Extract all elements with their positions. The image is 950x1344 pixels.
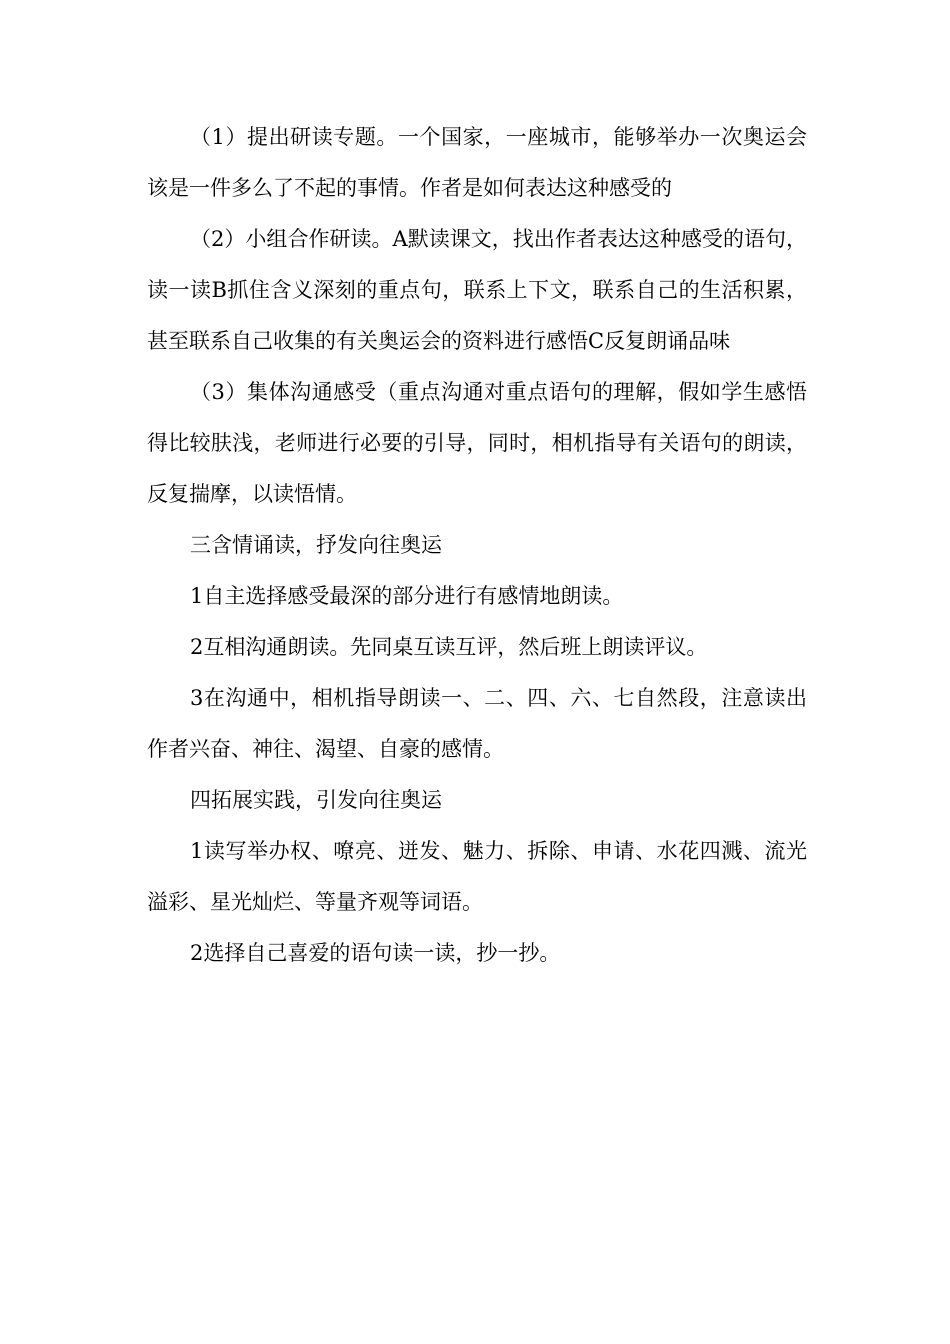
- section-heading-4: 四拓展实践，引发向往奥运: [190, 788, 442, 812]
- paragraph-research-topic: （1）提出研读专题。一个国家，一座城市，能够举办一次奥运会该是一件多么了不起的事情。作者是如何表达这种感受的: [147, 125, 807, 200]
- paragraph-step-4-1: 1读写举办权、嘹亮、迸发、魅力、拆除、申请、水花四溅、流光溢彩、星光灿烂、等量齐观等词语。: [147, 839, 807, 914]
- document-body: [147, 112, 807, 979]
- paragraph-step-3-2: 2互相沟通朗读。先同桌互读互评，然后班上朗读评议。: [190, 635, 708, 659]
- paragraph-step-4-2: 2选择自己喜爱的语句读一读，抄一抄。: [190, 941, 561, 965]
- section-heading-3: 三含情诵读，抒发向往奥运: [190, 533, 442, 557]
- paragraph-group-study: （2）小组合作研读。A默读课文，找出作者表达这种感受的语句，读一读B抓住含义深刻的重点句，联系上下文，联系自己的生活积累，甚至联系自己收集的有关奥运会的资料进行感悟C反复朗诵品味: [147, 227, 807, 353]
- paragraph-step-3-3: 3在沟通中，相机指导朗读一、二、四、六、七自然段，注意读出作者兴奋、神往、渴望、自豪的感情。: [147, 686, 807, 761]
- paragraph-collective-sharing: （3）集体沟通感受（重点沟通对重点语句的理解，假如学生感悟得比较肤浅，老师进行必要的引导，同时，相机指导有关语句的朗读，反复揣摩，以读悟情。: [147, 380, 807, 506]
- paragraph-step-3-1: 1自主选择感受最深的部分进行有感情地朗读。: [190, 584, 624, 608]
